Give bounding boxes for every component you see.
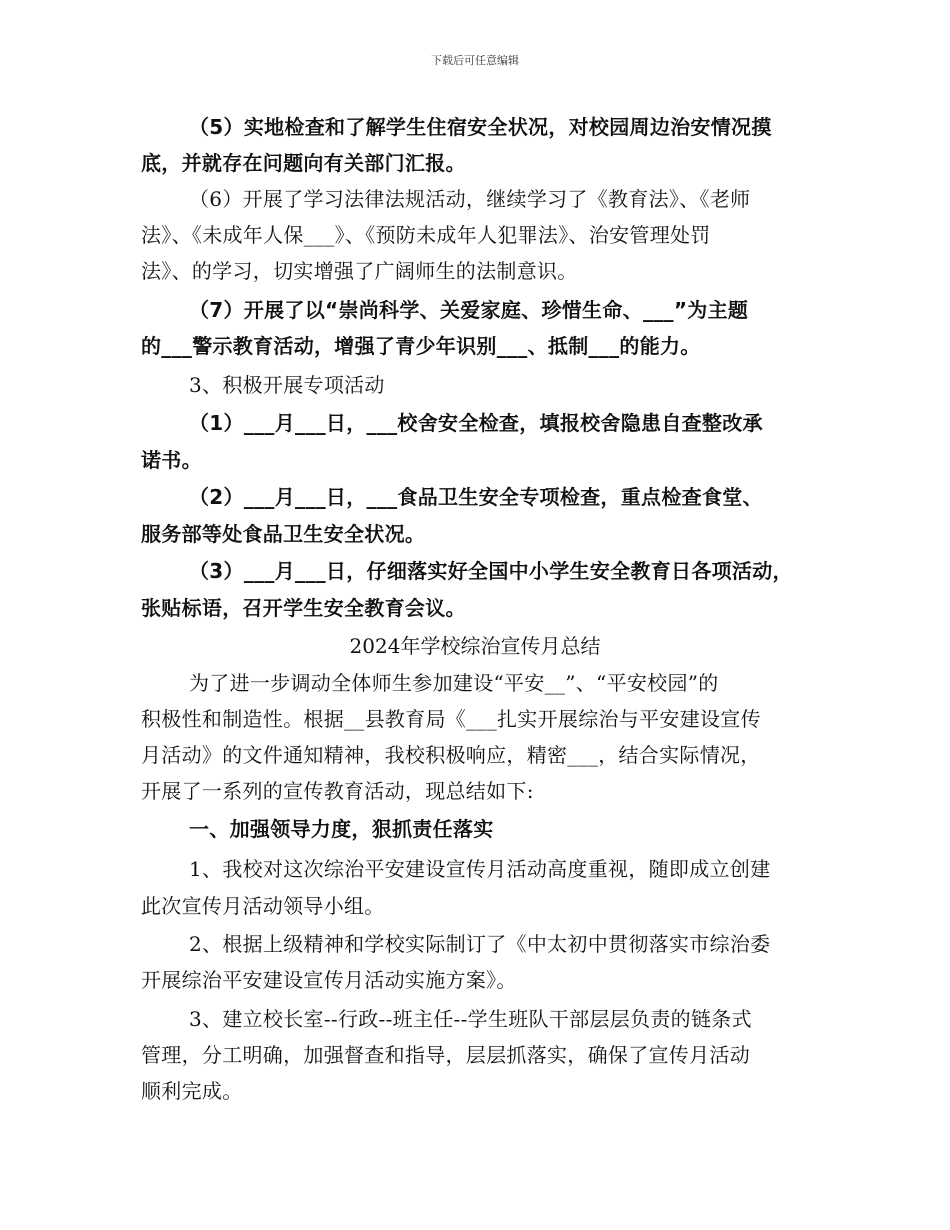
- para-line: 管理，分工明确，加强督查和指导，层层抓落实，确保了宣传月活动: [141, 1043, 750, 1067]
- para-line: （7）开展了以“崇尚科学、关爱家庭、珍惜生命、___”为主题: [189, 298, 749, 322]
- para-line: （5）实地检查和了解学生住宿安全状况，对校园周边治安情况摸: [189, 115, 772, 139]
- para-line: 2、根据上级精神和学校实际制订了《中太初中贯彻落实市综治委: [189, 932, 771, 956]
- para-line: （3）___月___日，仔细落实好全国中小学生安全教育日各项活动，: [189, 559, 793, 583]
- para-line: 诺书。: [141, 448, 202, 472]
- para-line: 服务部等处食品卫生安全状况。: [141, 522, 426, 546]
- para-line: 积极性和制造性。根据__县教育局《___扎实开展综治与平安建设宣传: [141, 707, 761, 731]
- para-line: （6）开展了学习法律法规活动，继续学习了《教育法》、《老师: [189, 187, 751, 211]
- para-line: 月活动》的文件通知精神，我校积极响应，精密___，结合实际情况，: [141, 743, 761, 767]
- para-line: 1、我校对这次综治平安建设宣传月活动高度重视，随即成立创建: [189, 857, 771, 881]
- para-line: 3、建立校长室--行政--班主任--学生班队干部层层负责的链条式: [189, 1007, 752, 1031]
- page-header: 下载后可任意编辑: [431, 54, 519, 67]
- para-line: 法》、《未成年人保___》、《预防未成年人犯罪法》、治安管理处罚: [141, 223, 711, 247]
- para-line: 张贴标语，召开学生安全教育会议。: [141, 596, 466, 620]
- section-heading: 3、积极开展专项活动: [189, 373, 385, 397]
- document-title: 2024年学校综治宣传月总结: [349, 634, 601, 658]
- para-line: 底，并就存在问题向有关部门汇报。: [141, 151, 466, 175]
- para-line: 此次宣传月活动领导小组。: [141, 894, 385, 918]
- para-line: 开展综治平安建设宣传月活动实施方案》。: [141, 968, 517, 992]
- para-line: （2）___月___日，___食品卫生安全专项检查，重点检查食堂、: [189, 485, 763, 509]
- section-heading: 一、加强领导力度，狠抓责任落实: [189, 817, 494, 841]
- para-line: （1）___月___日，___校舍安全检查，填报校舍隐患自查整改承: [189, 411, 763, 435]
- para-line: 开展了一系列的宣传教育活动，现总结如下:: [141, 779, 534, 803]
- para-line: 为了进一步调动全体师生参加建设“平安__”、“平安校园”的: [189, 671, 719, 695]
- para-line: 顺利完成。: [141, 1079, 243, 1103]
- para-line: 的___警示教育活动，增强了青少年识别___、抵制___的能力。: [141, 334, 701, 358]
- para-line: 法》、的学习，切实增强了广阔师生的法制意识。: [141, 259, 578, 283]
